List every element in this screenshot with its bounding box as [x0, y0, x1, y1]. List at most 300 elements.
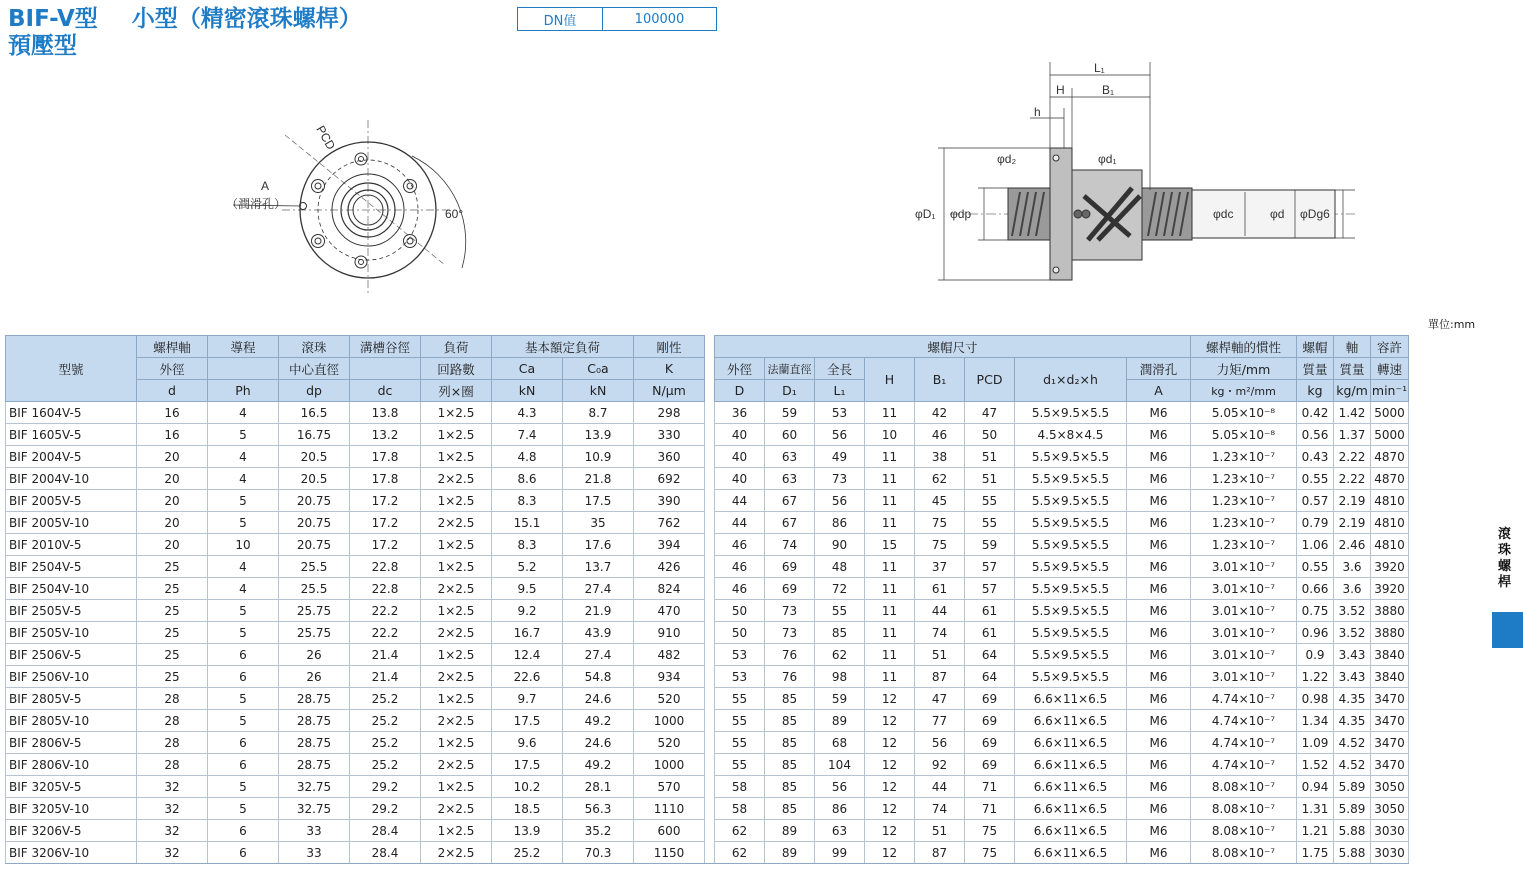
table-cell: 4 [208, 468, 279, 490]
table-cell: 35.2 [563, 820, 634, 842]
table-cell: 8.08×10⁻⁷ [1191, 842, 1297, 864]
table-cell: 5.5×9.5×5.5 [1015, 468, 1127, 490]
table-cell: M6 [1127, 490, 1191, 512]
table-cell: 15.1 [492, 512, 563, 534]
table-row [6, 666, 1409, 688]
table-cell: 1.34 [1297, 710, 1334, 732]
d1-dim: φd₁ [1098, 152, 1117, 166]
table-cell: 298 [634, 402, 705, 424]
table-cell: 51 [915, 820, 965, 842]
table-cell: 1.37 [1334, 424, 1371, 446]
model-cell: BIF 3206V-5 [6, 820, 137, 842]
model-cell: BIF 3206V-10 [6, 842, 137, 864]
table-cell: 22.8 [350, 556, 421, 578]
table-cell: 46 [715, 578, 765, 600]
table-cell: 0.9 [1297, 644, 1334, 666]
table-cell: 5.5×9.5×5.5 [1015, 556, 1127, 578]
table-cell: 28.75 [279, 688, 350, 710]
gap-cell [705, 622, 715, 644]
table-cell: 62 [815, 644, 865, 666]
model-cell: BIF 2504V-10 [6, 578, 137, 600]
table-cell: 4 [208, 402, 279, 424]
table-cell: 5 [208, 798, 279, 820]
table-cell: 390 [634, 490, 705, 512]
table-cell: 1×2.5 [421, 820, 492, 842]
table-cell: 57 [965, 578, 1015, 600]
table-cell: 5000 [1371, 424, 1409, 446]
table-row [6, 732, 1409, 754]
table-cell: 4.3 [492, 402, 563, 424]
hdr-shaft: 螺桿軸 [137, 336, 208, 358]
table-cell: 20.75 [279, 512, 350, 534]
table-cell: 49.2 [563, 754, 634, 776]
table-cell: 20.75 [279, 534, 350, 556]
table-cell: 20 [137, 446, 208, 468]
table-cell: 85 [765, 776, 815, 798]
table-cell: 28 [137, 688, 208, 710]
table-cell: 3050 [1371, 798, 1409, 820]
table-cell: 8.7 [563, 402, 634, 424]
table-cell: 5.88 [1334, 842, 1371, 864]
table-cell: 3030 [1371, 820, 1409, 842]
table-cell: 72 [815, 578, 865, 600]
gap-cell [705, 688, 715, 710]
table-cell: 3880 [1371, 622, 1409, 644]
table-cell: 37 [915, 556, 965, 578]
table-cell: 3470 [1371, 732, 1409, 754]
table-cell: 85 [765, 798, 815, 820]
table-cell: 51 [915, 644, 965, 666]
table-cell: 2×2.5 [421, 468, 492, 490]
table-cell: 75 [965, 842, 1015, 864]
table-cell: 17.5 [492, 710, 563, 732]
table-cell: 6 [208, 644, 279, 666]
table-cell: 67 [765, 512, 815, 534]
table-cell: 69 [765, 578, 815, 600]
table-cell: 16.7 [492, 622, 563, 644]
table-cell: 17.5 [492, 754, 563, 776]
table-cell: 360 [634, 446, 705, 468]
table-cell: 25.2 [350, 688, 421, 710]
table-cell: 29.2 [350, 798, 421, 820]
table-cell: 10 [208, 534, 279, 556]
table-cell: 12 [865, 688, 915, 710]
title-model: BIF-V型 [8, 6, 98, 32]
table-cell: 6 [208, 732, 279, 754]
table-cell: 3050 [1371, 776, 1409, 798]
table-cell: 1110 [634, 798, 705, 820]
table-cell: 73 [765, 622, 815, 644]
d-dim: φd [1270, 207, 1285, 221]
hdr-rating: 基本額定負荷 [492, 336, 634, 358]
table-row [6, 600, 1409, 622]
table-cell: 2.22 [1334, 446, 1371, 468]
table-cell: 62 [915, 468, 965, 490]
table-cell: 5.05×10⁻⁸ [1191, 402, 1297, 424]
gap-cell [705, 490, 715, 512]
table-body [6, 402, 1409, 864]
table-cell: 20 [137, 534, 208, 556]
gap-cell [705, 600, 715, 622]
hdr-length-sym: L₁ [815, 380, 865, 402]
table-cell: 4.8 [492, 446, 563, 468]
table-cell: M6 [1127, 776, 1191, 798]
table-cell: 54.8 [563, 666, 634, 688]
model-cell: BIF 1604V-5 [6, 402, 137, 424]
table-cell: 5.2 [492, 556, 563, 578]
table-cell: 49.2 [563, 710, 634, 732]
table-cell: 85 [765, 688, 815, 710]
hdr-pcd: PCD [965, 358, 1015, 402]
table-cell: 59 [765, 402, 815, 424]
table-cell: 5.5×9.5×5.5 [1015, 600, 1127, 622]
table-cell: 99 [815, 842, 865, 864]
hdr-load: 負荷 [421, 336, 492, 358]
hdr-shaft-2: 外徑 [137, 358, 208, 380]
table-cell: 64 [965, 666, 1015, 688]
table-row [6, 798, 1409, 820]
side-tab-marker [1492, 612, 1523, 648]
table-cell: 8.3 [492, 534, 563, 556]
table-cell: 26 [279, 644, 350, 666]
table-cell: 55 [715, 754, 765, 776]
table-cell: 2×2.5 [421, 754, 492, 776]
table-cell: 5 [208, 600, 279, 622]
table-cell: 1×2.5 [421, 556, 492, 578]
hdr-b1: B₁ [915, 358, 965, 402]
table-cell: 4.52 [1334, 754, 1371, 776]
model-cell: BIF 2004V-10 [6, 468, 137, 490]
table-cell: 3840 [1371, 666, 1409, 688]
table-cell: 2.19 [1334, 512, 1371, 534]
table-cell: 3470 [1371, 754, 1409, 776]
table-cell: 56 [815, 776, 865, 798]
table-cell: 6.6×11×6.5 [1015, 754, 1127, 776]
table-cell: 6.6×11×6.5 [1015, 710, 1127, 732]
d2-dim: φd₂ [997, 152, 1017, 166]
table-cell: 51 [965, 468, 1015, 490]
table-cell: 46 [715, 556, 765, 578]
table-cell: 13.2 [350, 424, 421, 446]
table-cell: 55 [715, 710, 765, 732]
table-cell: 73 [765, 600, 815, 622]
hdr-flange: 法蘭直徑 [765, 358, 815, 380]
table-cell: M6 [1127, 622, 1191, 644]
table-cell: M6 [1127, 710, 1191, 732]
table-cell: 76 [765, 666, 815, 688]
table-cell: 25 [137, 644, 208, 666]
table-row [6, 754, 1409, 776]
table-row [6, 842, 1409, 864]
table-cell: 11 [865, 446, 915, 468]
hdr-inertia-unit: kg・m²/mm [1191, 380, 1297, 402]
table-cell: 17.6 [563, 534, 634, 556]
table-cell: 0.42 [1297, 402, 1334, 424]
table-cell: 50 [715, 622, 765, 644]
model-cell: BIF 2010V-5 [6, 534, 137, 556]
hdr-ball-2: 中心直徑 [279, 358, 350, 380]
table-cell: 1×2.5 [421, 402, 492, 424]
hdr-ball: 滾珠 [279, 336, 350, 358]
hdr-load-3: 列×圈 [421, 380, 492, 402]
table-cell: 26 [279, 666, 350, 688]
dn-value: 100000 [634, 11, 685, 27]
unit-label: 單位:mm [1428, 318, 1476, 331]
table-cell: 47 [965, 402, 1015, 424]
table-header [6, 336, 1409, 402]
table-cell: 32 [137, 842, 208, 864]
table-cell: 25.2 [350, 754, 421, 776]
table-cell: 9.6 [492, 732, 563, 754]
table-cell: 5.89 [1334, 798, 1371, 820]
table-cell: 5.5×9.5×5.5 [1015, 534, 1127, 556]
table-row [6, 512, 1409, 534]
table-cell: 824 [634, 578, 705, 600]
table-cell: 69 [965, 754, 1015, 776]
table-cell: 76 [765, 644, 815, 666]
table-cell: 4 [208, 578, 279, 600]
dg6-dim: φDg6 [1300, 207, 1330, 221]
model-cell: BIF 2004V-5 [6, 446, 137, 468]
table-cell: 5.5×9.5×5.5 [1015, 622, 1127, 644]
table-cell: 1×2.5 [421, 732, 492, 754]
gap-cell [705, 468, 715, 490]
table-cell: 6.6×11×6.5 [1015, 842, 1127, 864]
table-cell: 762 [634, 512, 705, 534]
table-cell: 5.89 [1334, 776, 1371, 798]
table-cell: 2×2.5 [421, 710, 492, 732]
hdr-ball-sym: dp [279, 380, 350, 402]
table-cell: 2.19 [1334, 490, 1371, 512]
table-cell: 13.9 [492, 820, 563, 842]
table-cell: 0.75 [1297, 600, 1334, 622]
table-cell: 5000 [1371, 402, 1409, 424]
table-cell: 69 [965, 688, 1015, 710]
table-cell: 27.4 [563, 644, 634, 666]
table-cell: 4.5×8×4.5 [1015, 424, 1127, 446]
table-cell: 87 [915, 666, 965, 688]
table-cell: M6 [1127, 688, 1191, 710]
table-cell: 11 [865, 490, 915, 512]
table-cell: 25.2 [492, 842, 563, 864]
table-cell: 6.6×11×6.5 [1015, 798, 1127, 820]
table-cell: 1.22 [1297, 666, 1334, 688]
hdr-groove-2 [350, 358, 421, 380]
model-cell: BIF 3205V-5 [6, 776, 137, 798]
table-cell: 57 [965, 556, 1015, 578]
table-cell: 58 [715, 798, 765, 820]
table-cell: 28 [137, 754, 208, 776]
gap-cell [705, 820, 715, 842]
table-cell: 25.2 [350, 732, 421, 754]
table-cell: 16.5 [279, 402, 350, 424]
table-cell: 5.5×9.5×5.5 [1015, 512, 1127, 534]
table-cell: 38 [915, 446, 965, 468]
title-type: 預壓型 [8, 33, 77, 59]
table-cell: M6 [1127, 556, 1191, 578]
hdr-length: 全長 [815, 358, 865, 380]
title-desc: 小型（精密滾珠螺桿） [131, 6, 362, 32]
table-cell: 1.75 [1297, 842, 1334, 864]
table-cell: 22.6 [492, 666, 563, 688]
table-cell: 3.01×10⁻⁷ [1191, 556, 1297, 578]
table-cell: 21.9 [563, 600, 634, 622]
table-cell: 25.5 [279, 578, 350, 600]
hdr-shaftmass-2: 質量 [1334, 358, 1371, 380]
table-cell: 69 [965, 710, 1015, 732]
table-cell: 40 [715, 468, 765, 490]
table-cell: 28.75 [279, 732, 350, 754]
table-cell: 71 [965, 776, 1015, 798]
model-cell: BIF 2005V-10 [6, 512, 137, 534]
table-cell: 5 [208, 710, 279, 732]
table-cell: 18.5 [492, 798, 563, 820]
angle-label: 60° [445, 207, 464, 221]
table-cell: 25 [137, 666, 208, 688]
side-category-label: 滾珠螺桿 [1498, 527, 1512, 590]
table-cell: 89 [765, 842, 815, 864]
table-cell: 12 [865, 820, 915, 842]
table-cell: 22.8 [350, 578, 421, 600]
hdr-speed: 容許 [1371, 336, 1409, 358]
table-cell: 11 [865, 578, 915, 600]
table-row [6, 446, 1409, 468]
hdr-groove-sym: dc [350, 380, 421, 402]
table-cell: 32 [137, 820, 208, 842]
table-cell: 28.75 [279, 754, 350, 776]
table-cell: 61 [965, 600, 1015, 622]
table-cell: 53 [715, 666, 765, 688]
table-cell: 1×2.5 [421, 446, 492, 468]
table-cell: 28.75 [279, 710, 350, 732]
dn-label: DN值 [518, 8, 603, 30]
table-cell: 1.23×10⁻⁷ [1191, 446, 1297, 468]
gap-cell [705, 842, 715, 864]
table-cell: 13.7 [563, 556, 634, 578]
table-cell: 6.6×11×6.5 [1015, 776, 1127, 798]
table-cell: 12 [865, 710, 915, 732]
table-cell: 16 [137, 402, 208, 424]
gap-cell [705, 424, 715, 446]
table-cell: 33 [279, 842, 350, 864]
table-cell: 4.74×10⁻⁷ [1191, 732, 1297, 754]
gap-cell [705, 556, 715, 578]
table-cell: 1×2.5 [421, 600, 492, 622]
table-cell: 8.08×10⁻⁷ [1191, 820, 1297, 842]
table-cell: 69 [965, 732, 1015, 754]
table-cell: 7.4 [492, 424, 563, 446]
table-cell: M6 [1127, 468, 1191, 490]
table-cell: 5.5×9.5×5.5 [1015, 402, 1127, 424]
table-cell: 10.9 [563, 446, 634, 468]
table-cell: 1150 [634, 842, 705, 864]
table-cell: 56 [815, 490, 865, 512]
table-cell: 1×2.5 [421, 644, 492, 666]
table-cell: 4810 [1371, 512, 1409, 534]
table-cell: 11 [865, 644, 915, 666]
table-cell: 21.4 [350, 644, 421, 666]
D1-dim: φD₁ [915, 207, 936, 221]
table-cell: 20.5 [279, 468, 350, 490]
table-cell: 3840 [1371, 644, 1409, 666]
h-dim: H [1056, 83, 1065, 97]
table-cell: M6 [1127, 534, 1191, 556]
table-cell: 33 [279, 820, 350, 842]
table-cell: 90 [815, 534, 865, 556]
table-cell: 4.74×10⁻⁷ [1191, 754, 1297, 776]
table-cell: 3.43 [1334, 666, 1371, 688]
table-cell: 74 [915, 798, 965, 820]
table-cell: 1.52 [1297, 754, 1334, 776]
table-cell: 5.5×9.5×5.5 [1015, 446, 1127, 468]
table-cell: 56 [815, 424, 865, 446]
table-cell: 22.2 [350, 622, 421, 644]
table-cell: 6.6×11×6.5 [1015, 688, 1127, 710]
table-cell: 25 [137, 556, 208, 578]
table-cell: 5 [208, 424, 279, 446]
table-cell: 692 [634, 468, 705, 490]
table-cell: 12 [865, 754, 915, 776]
table-cell: 55 [715, 688, 765, 710]
table-cell: 2.46 [1334, 534, 1371, 556]
table-row [6, 578, 1409, 600]
table-cell: M6 [1127, 446, 1191, 468]
hdr-h: H [865, 358, 915, 402]
table-cell: 40 [715, 424, 765, 446]
table-row [6, 644, 1409, 666]
table-cell: 6 [208, 820, 279, 842]
hdr-groove: 溝槽谷徑 [350, 336, 421, 358]
table-cell: 25.2 [350, 710, 421, 732]
table-cell: 85 [815, 622, 865, 644]
table-cell: 5 [208, 490, 279, 512]
b1-dim: B₁ [1102, 83, 1115, 97]
table-cell: 10 [865, 424, 915, 446]
table-cell: 28 [137, 732, 208, 754]
table-cell: 12 [865, 732, 915, 754]
table-cell: 74 [765, 534, 815, 556]
table-cell: 5.5×9.5×5.5 [1015, 578, 1127, 600]
table-cell: 1.06 [1297, 534, 1334, 556]
table-cell: 32.75 [279, 798, 350, 820]
table-cell: 12 [865, 776, 915, 798]
model-cell: BIF 1605V-5 [6, 424, 137, 446]
table-cell: 13.8 [350, 402, 421, 424]
table-cell: 85 [765, 710, 815, 732]
table-cell: 17.8 [350, 446, 421, 468]
model-cell: BIF 2805V-5 [6, 688, 137, 710]
table-cell: 1×2.5 [421, 534, 492, 556]
table-cell: 44 [915, 600, 965, 622]
table-cell: 63 [765, 468, 815, 490]
gap-cell [705, 644, 715, 666]
table-cell: 61 [915, 578, 965, 600]
table-cell: M6 [1127, 512, 1191, 534]
model-cell: BIF 2005V-5 [6, 490, 137, 512]
gap-cell [705, 512, 715, 534]
table-cell: 1.31 [1297, 798, 1334, 820]
table-cell: 330 [634, 424, 705, 446]
table-cell: 6 [208, 842, 279, 864]
table-cell: 0.57 [1297, 490, 1334, 512]
table-cell: 45 [915, 490, 965, 512]
table-cell: 3.01×10⁻⁷ [1191, 622, 1297, 644]
table-cell: 63 [765, 446, 815, 468]
table-cell: 24.6 [563, 688, 634, 710]
lube-hole-label: （潤滑孔） [226, 197, 287, 211]
table-cell: 67 [765, 490, 815, 512]
table-cell: M6 [1127, 424, 1191, 446]
